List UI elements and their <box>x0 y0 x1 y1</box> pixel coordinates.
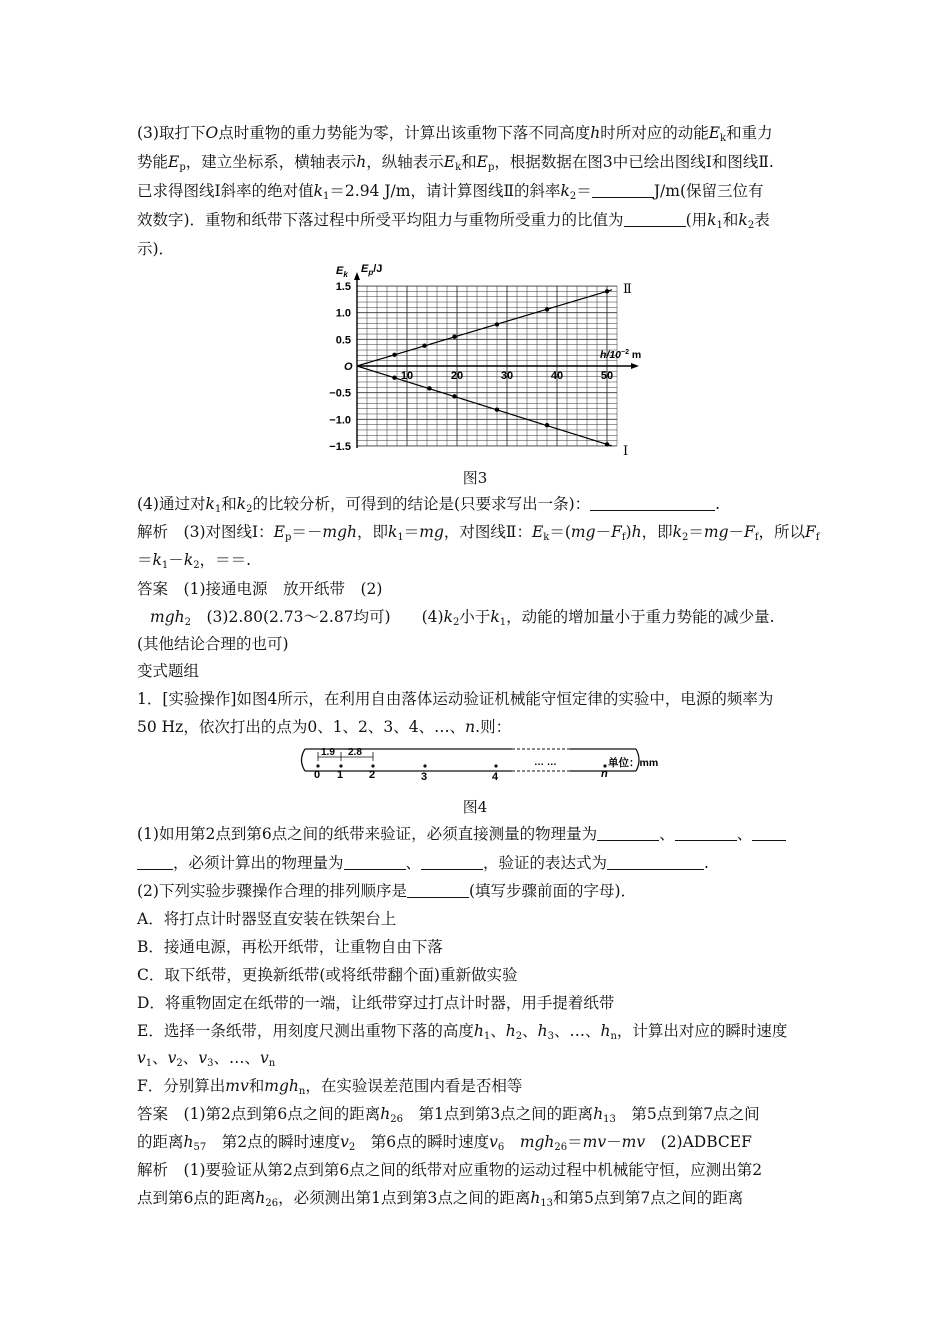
y-tick-label: −1.5 <box>329 440 351 453</box>
answer-blank[interactable] <box>675 826 737 841</box>
tape-label-4: 4 <box>492 771 499 783</box>
analysis2-line1: 解析 (1)要验证从第2点到第6点之间的纸带对应重物的运动过程中机械能守恒，应测出第2 <box>137 1161 763 1179</box>
x-tick-label: 30 <box>500 370 514 382</box>
answer1-line3: (其他结论合理的也可) <box>137 635 289 653</box>
dim-label-1: 1.9 <box>321 747 335 758</box>
x-axis-label: $h/10^{-2}$ m <box>600 349 642 361</box>
answer2-line2: 的距离$h_{57}$ 第2点的瞬时速度$v_2$ 第6点的瞬时速度$v_6$ mgh$_{26}$＝mv－mv (2)ADBCEF <box>137 1133 752 1153</box>
x-tick-label: 50 <box>600 370 614 382</box>
analysis2-line2: 点到第6点的距离$h_{26}$，必须测出第1点到第3点之间的距离$h_{13}$和第5点到第7点之间的距离 <box>137 1189 744 1209</box>
tape-dot <box>371 764 374 767</box>
answer-blank[interactable] <box>407 883 469 898</box>
q3-line5: 示)． <box>137 240 175 258</box>
q3-line1: (3)取打下O点时重物的重力势能为零，计算出该重物下落不同高度h时所对应的动能$E_k$和重力 <box>137 124 773 144</box>
series-label-2: Ⅰ <box>623 443 629 459</box>
answer-blank[interactable] <box>597 826 659 841</box>
q1p2-line: (2)下列实验步骤操作合理的排列顺序是 (填写步骤前面的字母)． <box>137 882 637 900</box>
y-tick-label: −1.0 <box>329 414 351 427</box>
tape-dot <box>339 764 342 767</box>
origin-label: O <box>344 361 353 373</box>
analysis1-line2: $=k_1-k_2$，＝＝. <box>137 551 252 571</box>
tape-ellipsis: … … <box>534 757 557 768</box>
tape-dot <box>494 764 497 767</box>
q1p1-line2: ，必须计算出的物理量为 、 ，验证的表达式为 . <box>137 853 709 873</box>
q4-line: (4)通过对$k_1$和$k_2$的比较分析，可得到的结论是(只要求写出一条)： . <box>137 495 721 515</box>
step-b: B．接通电源，再松开纸带，让重物自由下落 <box>137 938 443 956</box>
q3-line3: 已求得图线Ⅰ斜率的绝对值$k_1=2.94$ J/m，请计算图线Ⅱ的斜率$k_2= J/m$(保留三位有 <box>137 182 764 202</box>
answer-blank[interactable] <box>421 855 483 870</box>
tape-label-3: 3 <box>421 771 428 783</box>
figure-4-caption: 图4 <box>462 798 488 816</box>
figure-3-caption: 图3 <box>462 469 488 487</box>
answer2-line1: 答案 (1)第2点到第6点之间的距离$h_{26}$ 第1点到第3点之间的距离$h_{13}$ 第5点到第7点之间 <box>137 1105 760 1125</box>
step-a: A．将打点计时器竖直安装在铁架台上 <box>137 910 397 928</box>
y-axis-label-ek: $E_k$ <box>336 265 348 279</box>
tape-label-1: 1 <box>337 769 344 781</box>
q1-line2: 50 Hz，依次打出的点为0、1、2、3、4、…、n.则： <box>137 718 512 736</box>
tape-dot <box>316 764 319 767</box>
x-tick-label: 40 <box>550 370 564 382</box>
y-tick-label: 1.0 <box>335 307 351 320</box>
step-e-line2: $v_1$、$v_2$、$v_3$、…、$v_n$ <box>137 1049 276 1069</box>
section-title: 变式题组 <box>137 662 200 680</box>
dim-label-2: 2.8 <box>348 747 362 758</box>
tape-left-edge <box>302 749 306 771</box>
x-tick-label: 10 <box>400 370 414 382</box>
q1-line1: 1．[实验操作]如图4所示，在利用自由落体运动验证机械能守恒定律的实验中，电源的频率为 <box>137 690 774 708</box>
answer1-line1: 答案 (1)接通电源 放开纸带 (2) <box>137 580 383 598</box>
step-c: C．取下纸带，更换新纸带(或将纸带翻个面)重新做实验 <box>137 966 518 984</box>
x-tick-label: 20 <box>450 370 464 382</box>
answer1-line2: mgh$_2$ (3)2.80(2.73～2.87均可) $(4)k_2$小于$k_1$，动能的增加量小于重力势能的减少量. <box>150 608 775 628</box>
series-label-1: Ⅱ <box>623 281 632 297</box>
tape-dot <box>423 764 426 767</box>
y-tick-label: −0.5 <box>329 387 351 400</box>
tape-label-n: n <box>601 768 608 780</box>
step-e-line1: E．选择一条纸带，用刻度尺测出重物下落的高度$h_1$、$h_2$、$h_3$、…、$h_n$，计算出对应的瞬时速度 <box>137 1022 788 1042</box>
step-d: D．将重物固定在纸带的一端，让纸带穿过打点计时器，用手提着纸带 <box>137 994 615 1012</box>
answer-blank[interactable] <box>752 826 786 841</box>
q1p1-line1: (1)如用第2点到第6点之间的纸带来验证，必须直接测量的物理量为 、 、 <box>137 824 786 844</box>
y-axis-label-ep: $E_p/J$ <box>361 263 383 277</box>
step-f: F．分别算出mv和mgh$_n$，在实验误差范围内看是否相等 <box>137 1077 523 1097</box>
tape-label-2: 2 <box>369 769 376 781</box>
q3-line2: 势能$E_p$，建立坐标系，横轴表示h，纵轴表示$E_k$和$E_p$，根据数据在图3中已绘出图线Ⅰ和图线Ⅱ. <box>137 153 774 173</box>
y-tick-label: 0.5 <box>335 334 351 347</box>
answer-blank[interactable] <box>344 855 406 870</box>
tape-label-0: 0 <box>314 769 321 781</box>
analysis1-line1: 解析 (3)对图线Ⅰ：$E_p=-mgh$，即$k_1=mg$，对图线Ⅱ：$E_k=(mg-F_f)h$，即$k_2=mg-F_f$，所以$F_f$ <box>137 523 820 543</box>
tape-unit: 单位：mm <box>608 757 659 769</box>
answer-blank[interactable] <box>137 855 173 870</box>
q3-line4: 效数字)．重物和纸带下落过程中所受平均阻力与重物所受重力的比值为 (用$k_1$和$k_2$表 <box>137 211 770 231</box>
answer-blank[interactable] <box>607 855 704 870</box>
y-tick-label: 1.5 <box>335 281 351 294</box>
